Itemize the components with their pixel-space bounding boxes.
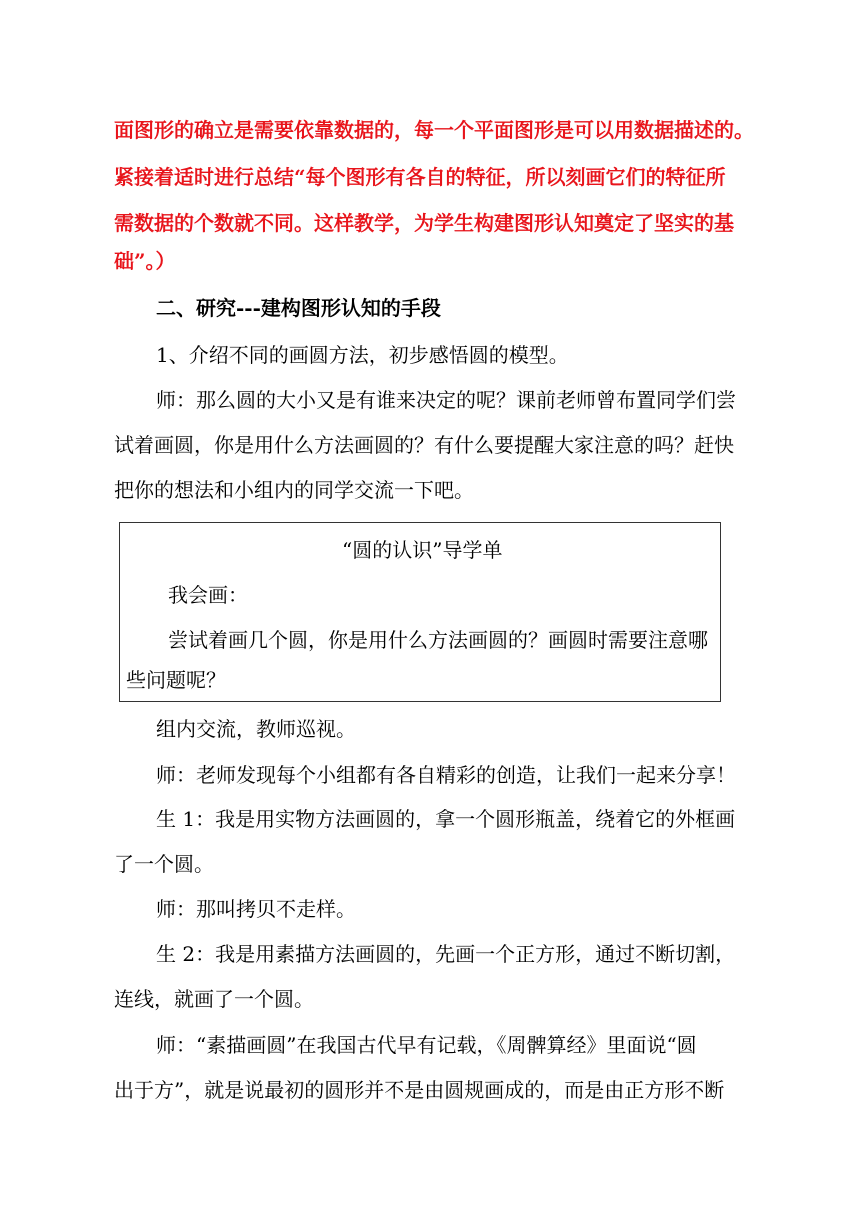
teacher-line-history-1: 师：“素描画圆”在我国古代早有记载，《周髀算经》里面说“圆 — [156, 1033, 697, 1057]
guide-sheet-title: “圆的认识”导学单 — [342, 538, 503, 562]
section-heading: 二、研究---建构图形认知的手段 — [156, 296, 441, 320]
student2-line-2: 连线，就画了一个圆。 — [114, 987, 314, 1011]
guide-sheet-question-line-2: 些问题呢？ — [126, 668, 226, 692]
teacher-line-1: 师：那么圆的大小又是有谁来决定的呢？课前老师曾布置同学们尝 — [156, 388, 736, 412]
student2-line-1: 生 2：我是用素描方法画圆的，先画一个正方形，通过不断切割， — [156, 942, 736, 966]
red-paragraph-line-2: 紧接着适时进行总结“每个图形有各自的特征，所以刻画它们的特征所 — [114, 165, 726, 189]
teacher-line-2: 试着画圆，你是用什么方法画圆的？有什么要提醒大家注意的吗？赶快 — [114, 433, 734, 457]
red-paragraph-line-3: 需数据的个数就不同。这样教学，为学生构建图形认知奠定了坚实的基 — [114, 211, 734, 235]
item-1: 1、介绍不同的画圆方法，初步感悟圆的模型。 — [156, 343, 569, 367]
red-paragraph-line-4: 础”。） — [114, 249, 176, 273]
teacher-line-share: 师：老师发现每个小组都有各自精彩的创造，让我们一起来分享！ — [156, 763, 736, 787]
red-paragraph-line-1: 面图形的确立是需要依靠数据的，每一个平面图形是可以用数据描述的。 — [114, 118, 754, 142]
guide-sheet-question-line-1: 尝试着画几个圆，你是用什么方法画圆的？画圆时需要注意哪 — [168, 628, 708, 652]
teacher-line-history-2: 出于方”，就是说最初的圆形并不是由圆规画成的，而是由正方形不断 — [114, 1078, 725, 1102]
guide-sheet-label: 我会画： — [168, 583, 248, 607]
group-discussion: 组内交流，教师巡视。 — [156, 717, 356, 741]
teacher-line-copy: 师：那叫拷贝不走样。 — [156, 897, 356, 921]
student1-line-1: 生 1：我是用实物方法画圆的，拿一个圆形瓶盖，绕着它的外框画 — [156, 807, 736, 831]
teacher-line-3: 把你的想法和小组内的同学交流一下吧。 — [114, 478, 474, 502]
guide-sheet-box — [119, 522, 721, 702]
student1-line-2: 了一个圆。 — [114, 852, 214, 876]
